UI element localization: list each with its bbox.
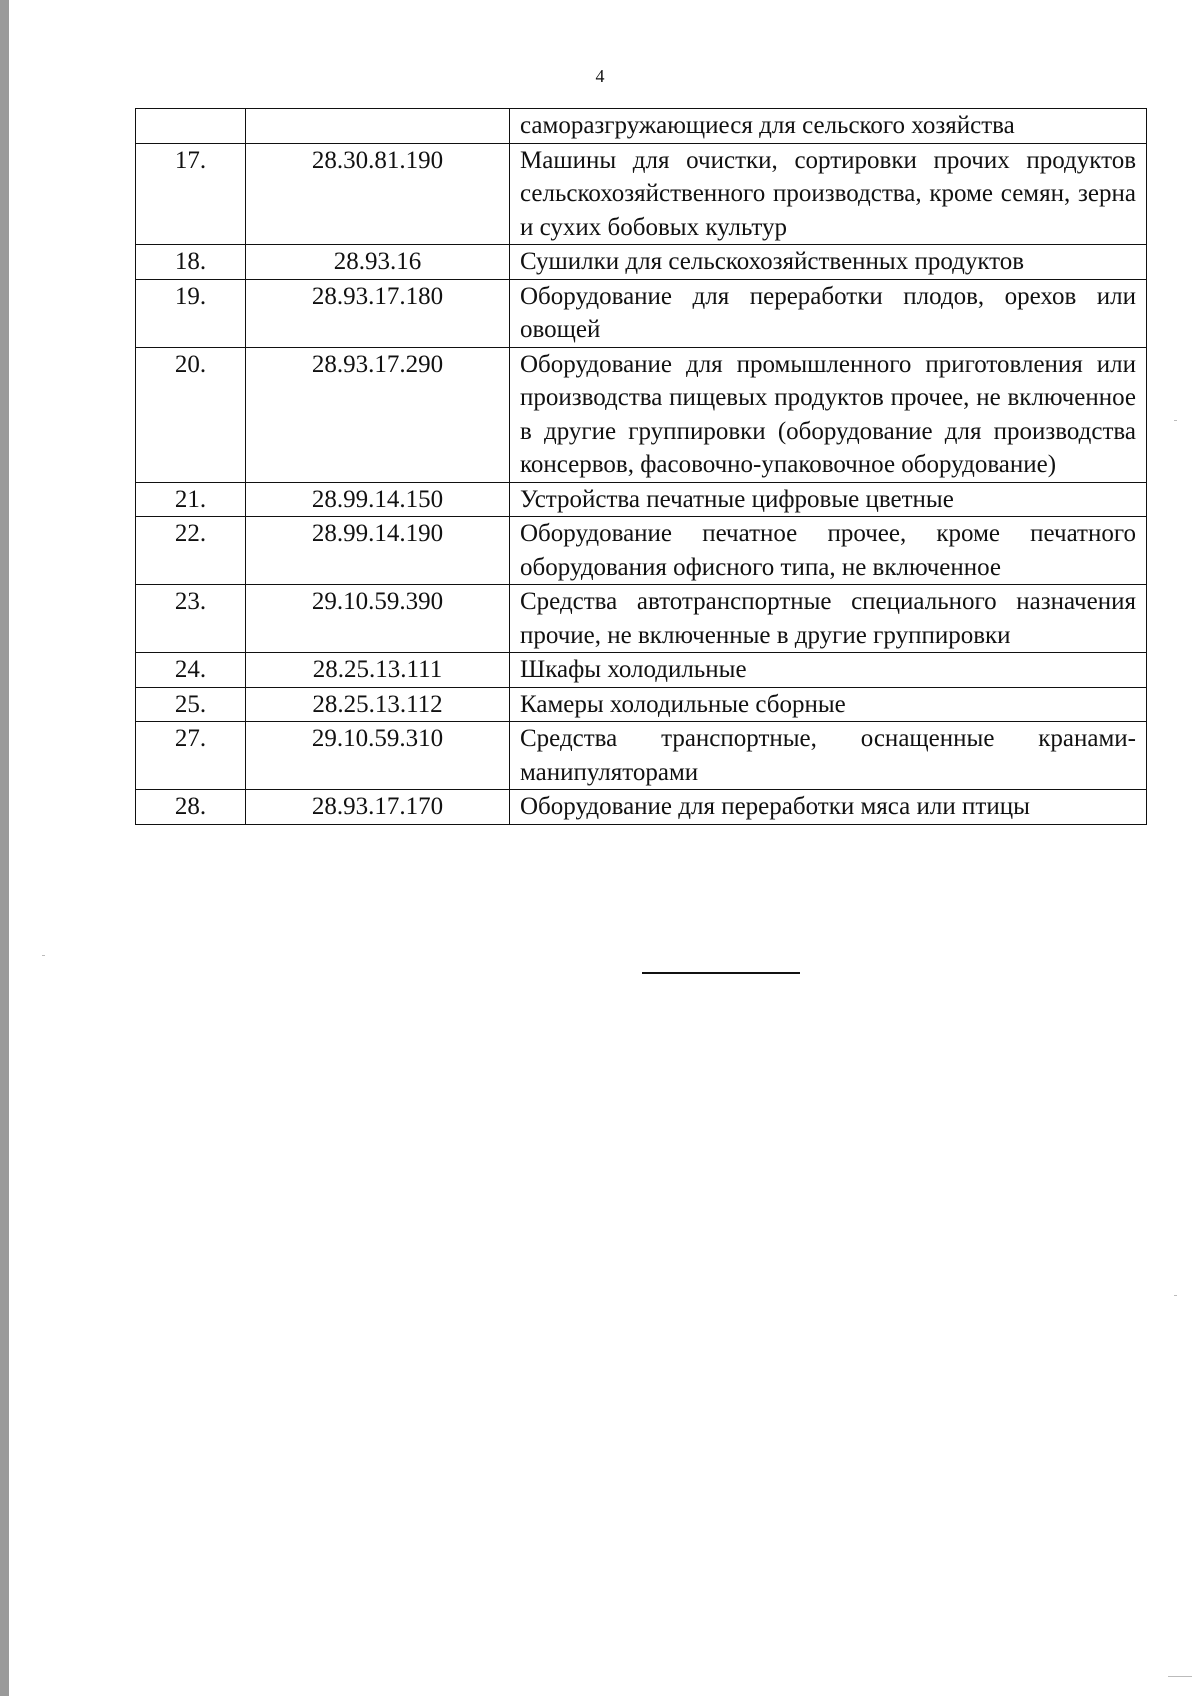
row-number: 24. — [136, 653, 246, 688]
table-row — [136, 143, 1147, 245]
row-number: 25. — [136, 687, 246, 722]
okpd-code — [246, 109, 510, 144]
okpd-code: 28.93.17.290 — [246, 347, 510, 482]
equipment-table — [135, 108, 1147, 825]
item-description: Устройства печатные цифровые цветные — [510, 482, 1147, 517]
item-description: Камеры холодильные сборные — [510, 687, 1147, 722]
scan-speck — [1174, 1295, 1177, 1296]
table-row — [136, 790, 1147, 825]
item-description: Оборудование печатное прочее, кроме печатного оборудования офисного типа, не включенное — [510, 517, 1147, 585]
row-number: 17. — [136, 143, 246, 245]
okpd-code: 28.99.14.150 — [246, 482, 510, 517]
item-description: Средства автотранспортные специального назначения прочие, не включенные в другие группировки — [510, 585, 1147, 653]
table-row — [136, 687, 1147, 722]
okpd-code: 28.93.17.180 — [246, 279, 510, 347]
okpd-code: 28.99.14.190 — [246, 517, 510, 585]
row-number — [136, 109, 246, 144]
okpd-code: 28.25.13.111 — [246, 653, 510, 688]
scan-speck — [42, 955, 45, 956]
item-description: саморазгружающиеся для сельского хозяйства — [510, 109, 1147, 144]
okpd-code: 28.93.16 — [246, 245, 510, 280]
table-row — [136, 347, 1147, 482]
item-description: Шкафы холодильные — [510, 653, 1147, 688]
row-number: 21. — [136, 482, 246, 517]
okpd-code: 29.10.59.310 — [246, 722, 510, 790]
page-number: 4 — [595, 66, 605, 86]
table-row — [136, 653, 1147, 688]
table-row — [136, 482, 1147, 517]
scan-edge — [0, 0, 9, 1696]
row-number: 20. — [136, 347, 246, 482]
row-number: 23. — [136, 585, 246, 653]
table-row — [136, 517, 1147, 585]
scan-speck — [1168, 1676, 1192, 1677]
scan-speck — [1174, 420, 1177, 421]
table-row — [136, 245, 1147, 280]
table-row — [136, 585, 1147, 653]
row-number: 22. — [136, 517, 246, 585]
item-description: Машины для очистки, сортировки прочих продуктов сельскохозяйственного производства, кроме семян, зерна и сухих бобовых культур — [510, 143, 1147, 245]
item-description: Оборудование для переработки плодов, орехов или овощей — [510, 279, 1147, 347]
item-description: Средства транспортные, оснащенные кранами-манипуляторами — [510, 722, 1147, 790]
item-description: Сушилки для сельскохозяйственных продуктов — [510, 245, 1147, 280]
row-number: 18. — [136, 245, 246, 280]
row-number: 28. — [136, 790, 246, 825]
row-number: 19. — [136, 279, 246, 347]
table-row — [136, 722, 1147, 790]
okpd-code: 28.30.81.190 — [246, 143, 510, 245]
item-description: Оборудование для переработки мяса или птицы — [510, 790, 1147, 825]
item-description: Оборудование для промышленного приготовления или производства пищевых продуктов прочее, не включенное в другие группировки (оборудование для производства консервов, фасовочно-упаковочное оборудование) — [510, 347, 1147, 482]
table-row — [136, 279, 1147, 347]
okpd-code: 29.10.59.390 — [246, 585, 510, 653]
end-of-document-line — [642, 972, 800, 974]
row-number: 27. — [136, 722, 246, 790]
table-row — [136, 109, 1147, 144]
okpd-code: 28.25.13.112 — [246, 687, 510, 722]
okpd-code: 28.93.17.170 — [246, 790, 510, 825]
